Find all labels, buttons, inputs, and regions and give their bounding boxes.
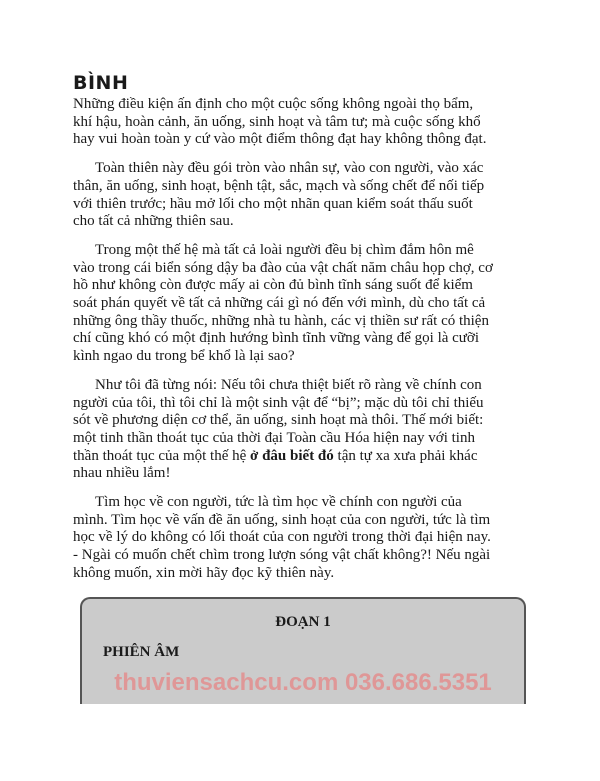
text-line: Những điều kiện ấn định cho một cuộc sống không ngoài thọ bẩm,	[73, 96, 474, 112]
text-run: thần thoát tục của một thế hệ	[73, 447, 251, 464]
paragraph-5	[73, 494, 545, 583]
text-line: kình ngao du trong bể khổ là lại sao?	[73, 348, 295, 365]
box-title: ĐOẠN 1	[275, 613, 331, 630]
text-line: Như tôi đã từng nói: Nếu tôi chưa thiệt biết rõ ràng về chính con	[95, 376, 482, 393]
text-line: hồ như không còn được mấy ai còn đủ bình tĩnh sáng suốt để kiểm	[73, 277, 473, 294]
text-line: Toàn thiên này đều gói tròn vào nhân sự, vào con người, vào xác	[95, 160, 484, 177]
text-line: Tìm học về con người, tức là tìm học về chính con người của	[95, 494, 462, 511]
paragraph-4	[73, 377, 545, 483]
text-line: Trong một thế hệ mà tất cả loài người đều bị chìm đắm hôn mê	[95, 241, 474, 258]
text-line: cho tất cả những thiên sau.	[73, 213, 234, 230]
text-line: soát phán quyết về tất cả những cái gì nó đến với mình, dù cho tất cả	[73, 295, 486, 312]
box-subtitle: PHIÊN ÂM	[103, 643, 180, 660]
text-line: với thiên trước; hầu mở lối cho một nhãn quan kiểm soát thấu suốt	[73, 195, 473, 212]
bold-phrase: ở đâu biết đó	[250, 447, 334, 464]
paragraph-3	[73, 242, 545, 366]
text-run: tận tự xa xưa phải khác	[333, 447, 478, 464]
text-line: những ông thầy thuốc, những nhà tu hành, các vị thiền sư rất có thiện	[73, 312, 489, 329]
text-line: không muốn, xin mời hãy đọc kỹ thiên này.	[73, 564, 335, 581]
text-line: một tinh thần thoát tục của thời đại Toàn cầu Hóa hiện nay với tinh	[73, 429, 475, 446]
text-line: mình. Tìm học về vấn đề ăn uống, sinh hoạt của con người, tức là tìm	[73, 511, 491, 528]
section-heading: BÌNH	[73, 72, 129, 94]
text-line: sót về phương diện cơ thể, ăn uống, sinh hoạt mà thôi. Thế mới biết:	[73, 412, 484, 429]
text-line: vào trong cái biển sóng dậy ba đào của vật chất năm châu họp chợ, cơ	[73, 259, 493, 276]
text-line: khí hậu, hoàn cảnh, ăn uống, sinh hoạt và tâm tư; mà cuộc sống khổ	[73, 113, 481, 130]
paragraph-2	[73, 160, 545, 231]
text-line: học về lý do không có lối thoát của con người trong thời đại hiện nay.	[73, 529, 491, 546]
section-box	[80, 597, 526, 704]
text-line: người của tôi, thì tôi chỉ là một sinh vật để “bị”; mặc dù tôi chỉ thiếu	[73, 394, 484, 411]
text-line	[73, 448, 545, 466]
text-line: hay vui hoàn toàn y cứ vào một điểm thông đạt hay không thông đạt.	[73, 131, 487, 148]
text-line: chí cũng khó có một định hướng bình tĩnh vững vàng để gọi là cưỡi	[73, 330, 480, 347]
text-line: nhau nhiều lắm!	[73, 465, 171, 482]
paragraph-1	[73, 96, 545, 149]
watermark: thuviensachcu.com 036.686.5351	[114, 668, 492, 696]
text-line: thân, ăn uống, sinh hoạt, bệnh tật, sắc, mạch và sống chết để nối tiếp	[73, 177, 485, 194]
text-line: - Ngài có muốn chết chìm trong lượn sóng vật chất không?! Nếu ngài	[73, 547, 491, 564]
